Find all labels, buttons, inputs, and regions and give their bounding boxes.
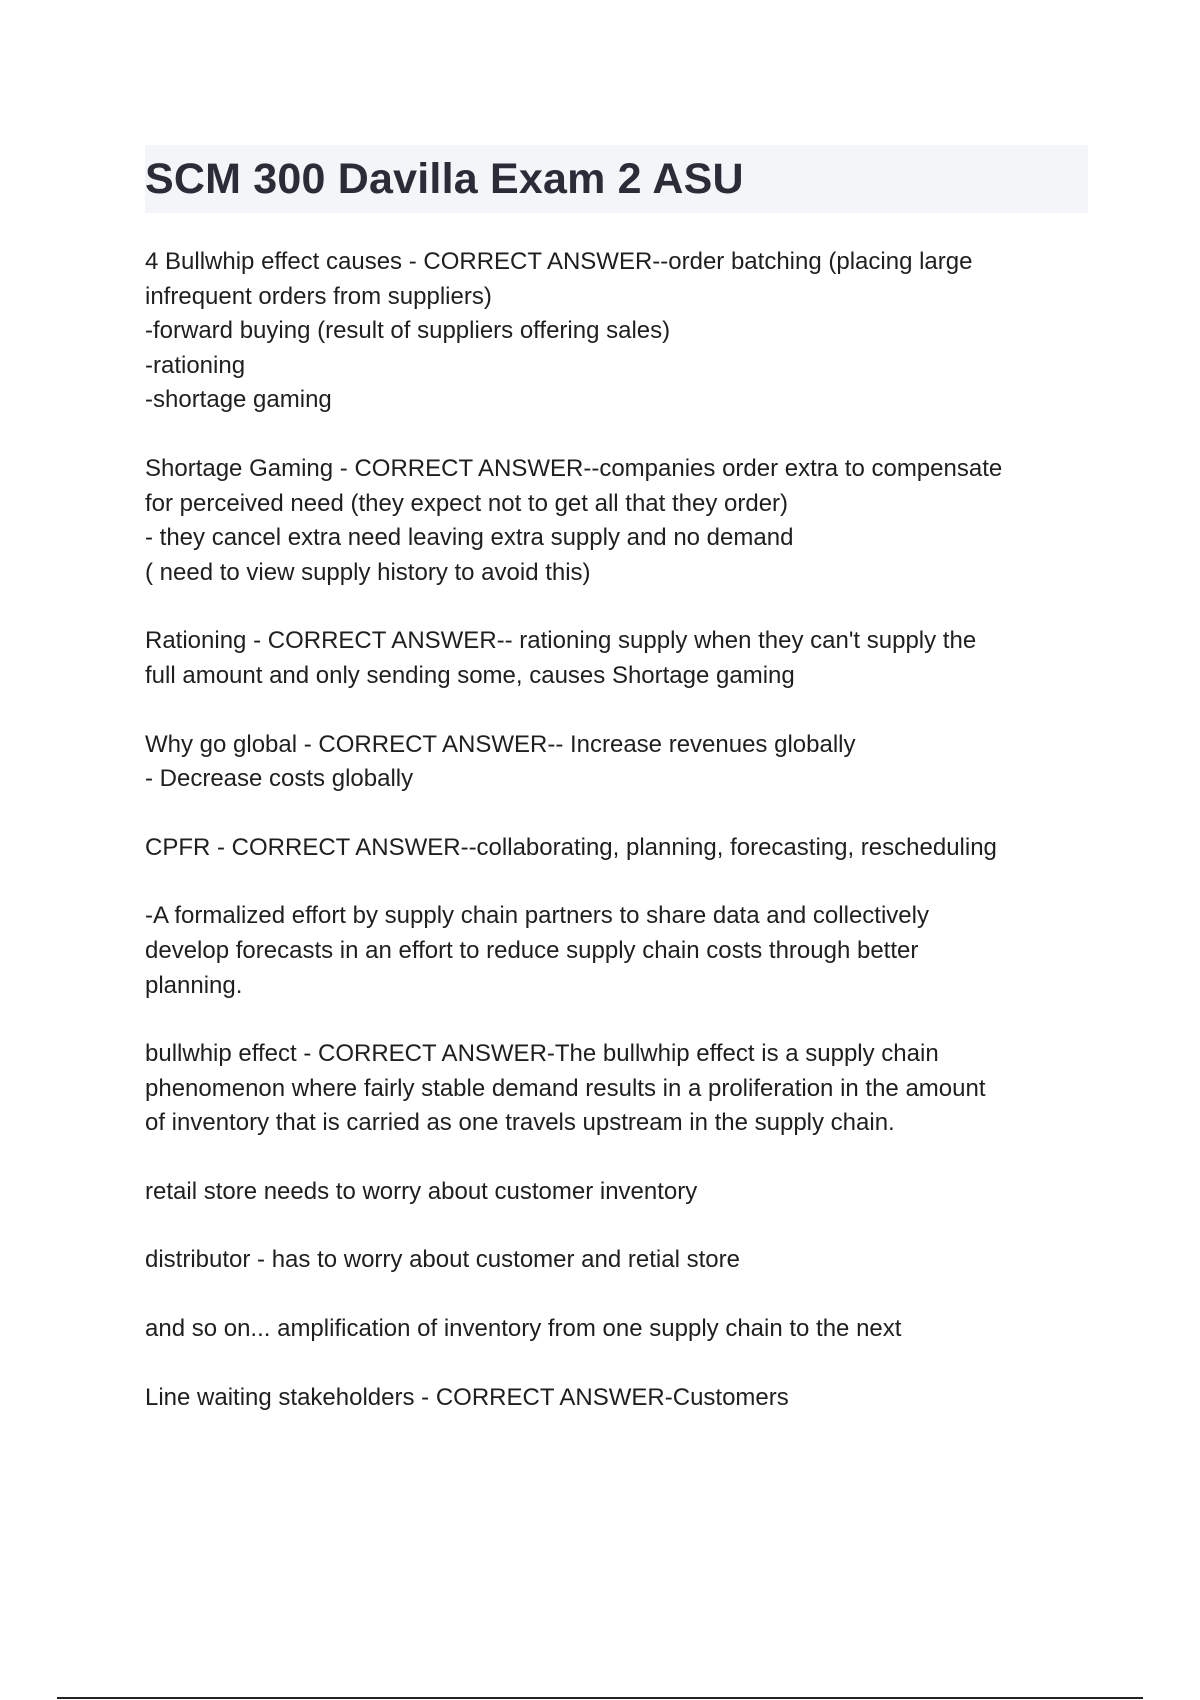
page-bottom-rule <box>57 1697 1143 1699</box>
text-block <box>145 245 1095 418</box>
text-block <box>145 1175 1095 1210</box>
text-block <box>145 728 1095 797</box>
text-line: infrequent orders from suppliers) <box>145 282 492 310</box>
text-block <box>145 899 1095 1003</box>
text-block <box>145 1243 1095 1278</box>
text-line: -shortage gaming <box>145 386 332 414</box>
text-line: for perceived need (they expect not to get all that they order) <box>145 489 789 517</box>
text-line: - Decrease costs globally <box>145 765 414 793</box>
document-body <box>145 245 1095 1449</box>
text-line: and so on... amplification of inventory from one supply chain to the next <box>145 1315 902 1343</box>
text-line: -A formalized effort by supply chain partners to share data and collectively <box>145 902 929 930</box>
text-line: CPFR - CORRECT ANSWER--collaborating, planning, forecasting, rescheduling <box>145 833 997 861</box>
text-block <box>145 624 1095 693</box>
text-block <box>145 1312 1095 1347</box>
text-block <box>145 831 1095 866</box>
text-line: retail store needs to worry about customer inventory <box>145 1177 698 1205</box>
text-line: phenomenon where fairly stable demand results in a proliferation in the amount <box>145 1074 986 1102</box>
page-title: SCM 300 Davilla Exam 2 ASU <box>145 155 744 203</box>
text-block <box>145 1381 1095 1416</box>
text-block <box>145 452 1095 590</box>
text-line: - they cancel extra need leaving extra supply and no demand <box>145 524 794 552</box>
text-line: full amount and only sending some, causes Shortage gaming <box>145 661 795 689</box>
text-line: 4 Bullwhip effect causes - CORRECT ANSWER--order batching (placing large <box>145 248 973 275</box>
title-banner <box>145 145 1088 213</box>
text-line: distributor - has to worry about customer and retial store <box>145 1246 740 1274</box>
text-line: Why go global - CORRECT ANSWER-- Increase revenues globally <box>145 730 856 758</box>
text-line: Shortage Gaming - CORRECT ANSWER--companies order extra to compensate <box>145 454 1003 482</box>
text-line: planning. <box>145 971 243 999</box>
text-line: -rationing <box>145 351 246 379</box>
text-line: -forward buying (result of suppliers offering sales) <box>145 317 671 345</box>
text-line: Rationing - CORRECT ANSWER-- rationing supply when they can't supply the <box>145 627 977 655</box>
text-line: Line waiting stakeholders - CORRECT ANSWER-Customers <box>145 1383 789 1411</box>
text-line: bullwhip effect - CORRECT ANSWER-The bullwhip effect is a supply chain <box>145 1040 939 1068</box>
text-line: ( need to view supply history to avoid this) <box>145 558 591 586</box>
text-line: develop forecasts in an effort to reduce supply chain costs through better <box>145 936 919 964</box>
text-line: of inventory that is carried as one travels upstream in the supply chain. <box>145 1109 895 1137</box>
text-block <box>145 1037 1095 1141</box>
